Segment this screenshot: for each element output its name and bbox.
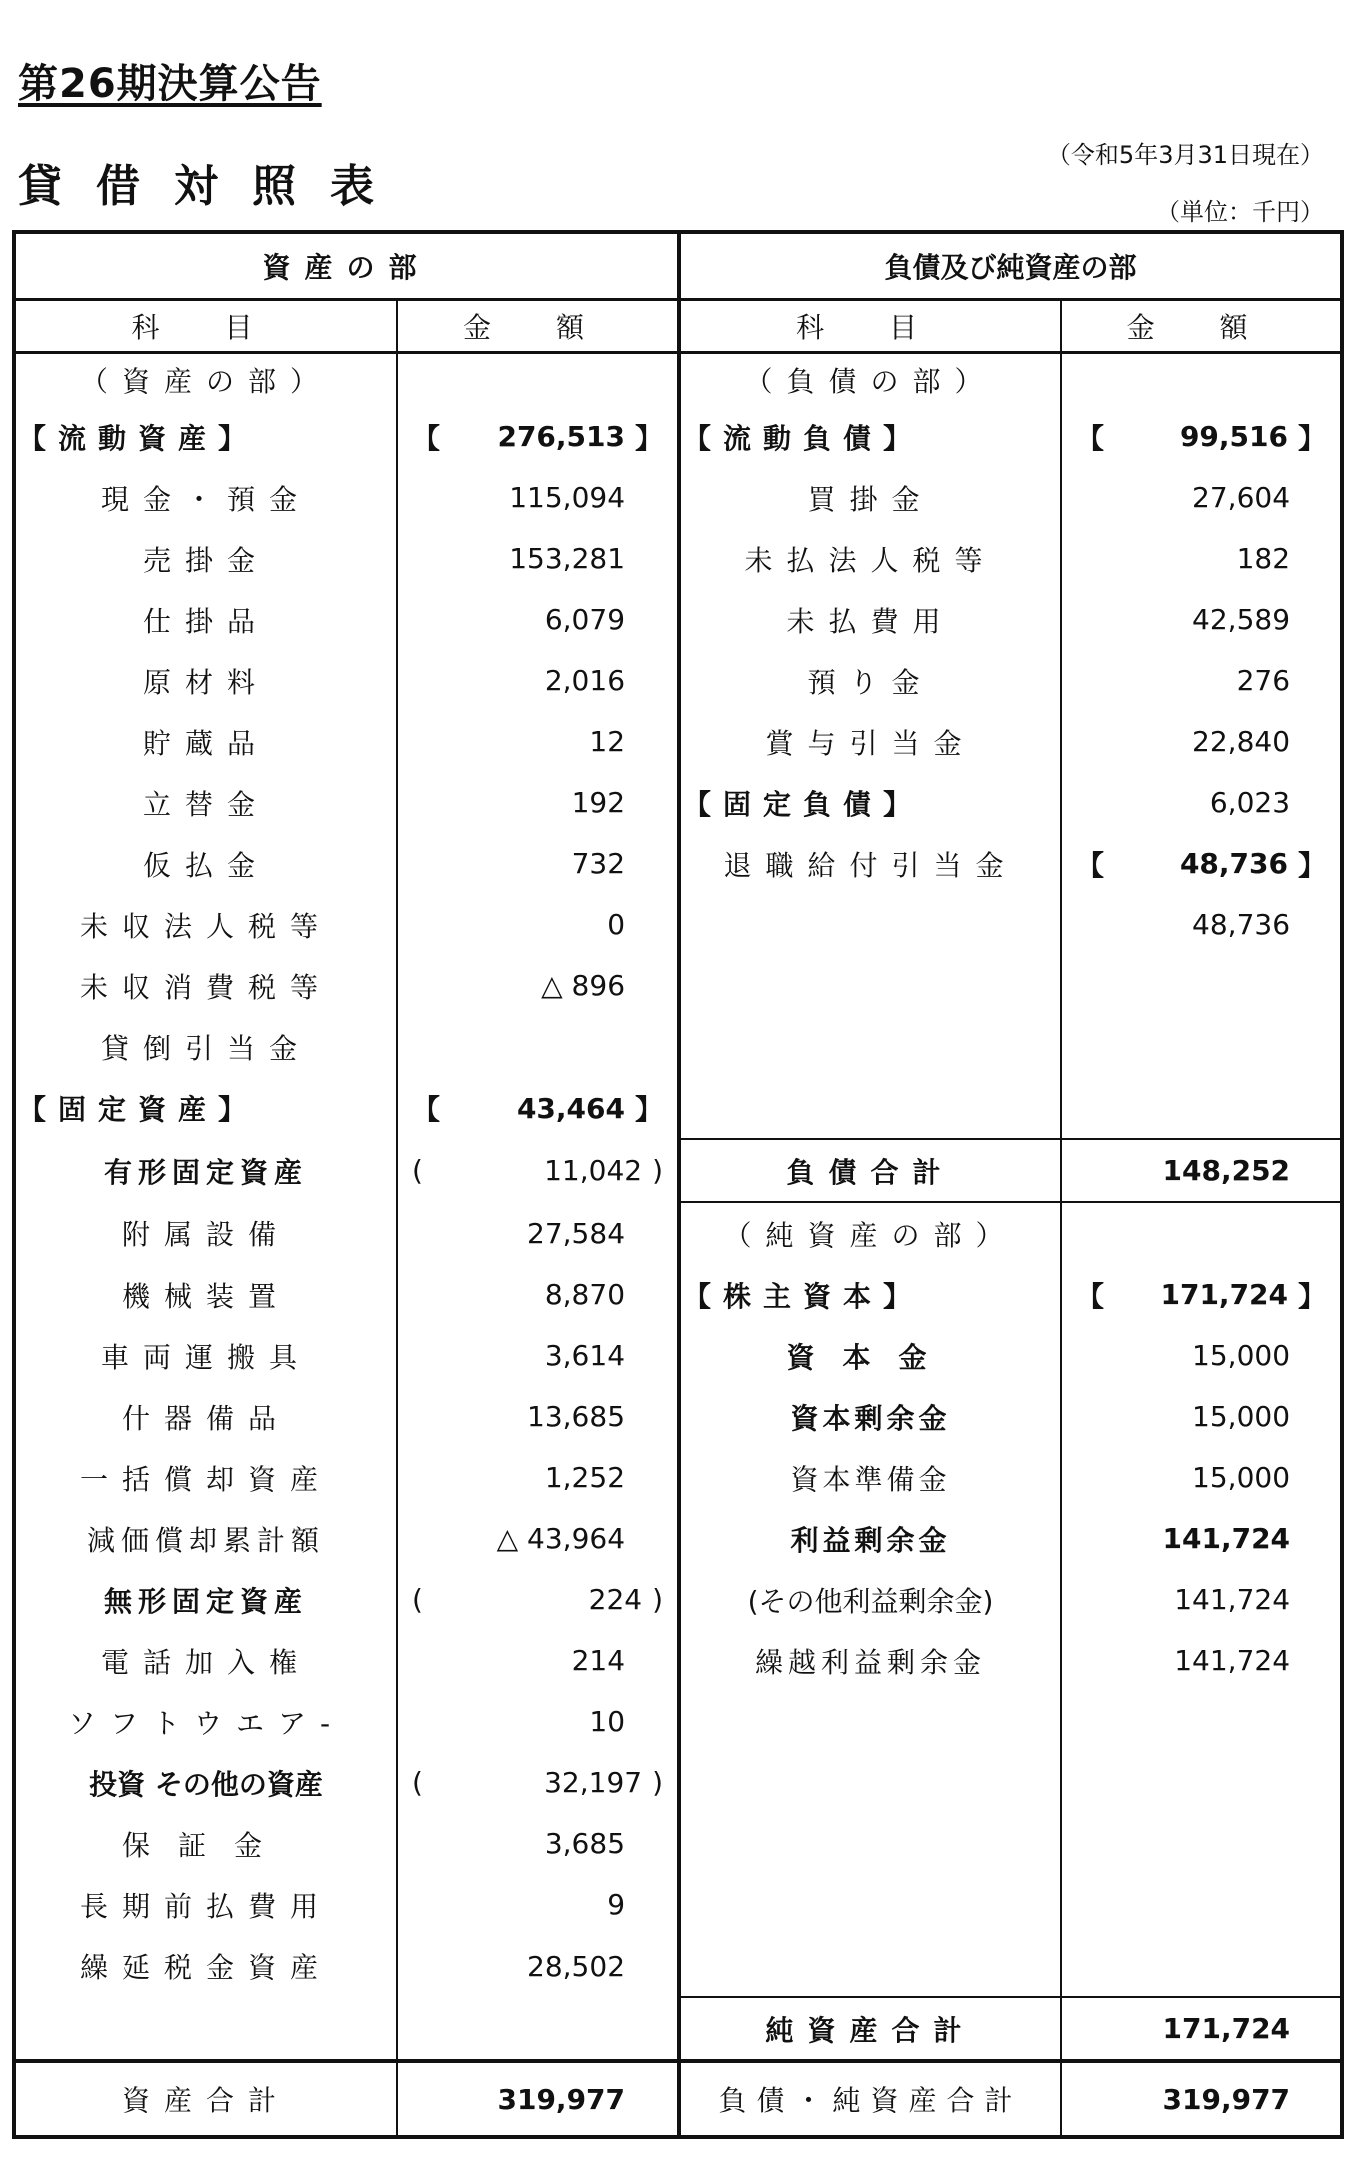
- liabilities-total-value: 148,252: [1061, 1139, 1342, 1202]
- empty-cell: [679, 955, 1061, 1016]
- item-label: ソフトウエア-: [14, 1691, 397, 1752]
- empty-cell: [1061, 1874, 1342, 1935]
- table-row: [14, 1997, 1342, 2061]
- table-row: [14, 1630, 1342, 1691]
- table-row: [14, 353, 1342, 407]
- category-label: 【流動資産】: [14, 406, 397, 467]
- balance-sheet-table: [12, 230, 1344, 2139]
- item-label: 資本金: [679, 1325, 1061, 1386]
- col-subject-right: 科 目: [679, 300, 1061, 353]
- table-row: [14, 589, 1342, 650]
- table-row: [14, 650, 1342, 711]
- item-label: 資本剰余金: [679, 1386, 1061, 1447]
- subcategory-label: 有形固定資産: [14, 1139, 397, 1202]
- item-label: 退職給付引当金: [679, 833, 1061, 894]
- amount-value: 27,604: [1192, 481, 1291, 514]
- liabilities-total-label: 負債合計: [679, 1139, 1061, 1202]
- section-label: （負債の部）: [679, 353, 1061, 407]
- table-row: [14, 528, 1342, 589]
- document-subtitle: 貸借対照表: [18, 161, 408, 212]
- column-header-row: [14, 300, 1342, 353]
- item-label: 車両運搬具: [14, 1325, 397, 1386]
- amount-value: 15,000: [1192, 1400, 1291, 1433]
- empty-cell: [679, 1691, 1061, 1752]
- table-row: [14, 1325, 1342, 1386]
- col-amount-right: 金 額: [1061, 300, 1342, 353]
- item-label: 利益剰余金: [679, 1508, 1061, 1569]
- amount-value: 9: [397, 1874, 679, 1935]
- table-row: [14, 1691, 1342, 1752]
- item-label: 長期前払費用: [14, 1874, 397, 1935]
- item-label: 売掛金: [14, 528, 397, 589]
- amount-value: 0: [397, 894, 679, 955]
- empty-cell: [1061, 1691, 1342, 1752]
- net-assets-total-value: 171,724: [1061, 1997, 1342, 2061]
- item-label: 仕掛品: [14, 589, 397, 650]
- amount-cell: [397, 353, 679, 407]
- item-label: 機械装置: [14, 1264, 397, 1325]
- as-of-date: （令和5年3月31日現在）: [1046, 141, 1324, 169]
- assets-section-header: 資産の部: [14, 232, 679, 300]
- table-row: [14, 1508, 1342, 1569]
- amount-value: 141,724: [1174, 1583, 1291, 1616]
- assets-total-value: 319,977: [397, 2061, 679, 2137]
- amount-value: 153,281: [397, 528, 679, 589]
- item-label: 預り金: [679, 650, 1061, 711]
- amount-value: △ 896: [397, 955, 679, 1016]
- amount-value: 276: [1236, 664, 1291, 697]
- amount-cell: [1061, 1202, 1342, 1264]
- amount-value: 214: [397, 1630, 679, 1691]
- table-row: 有形固定資産 ( 11,042 ) 負債合計 148,252: [14, 1139, 1342, 1202]
- item-label: 買掛金: [679, 467, 1061, 528]
- item-label: 未払法人税等: [679, 528, 1061, 589]
- amount-value: 48,736: [1179, 847, 1289, 880]
- table-row: [14, 894, 1342, 955]
- unit-label: （単位：千円）: [1156, 198, 1324, 226]
- item-label: 什器備品: [14, 1386, 397, 1447]
- table-row: [14, 1813, 1342, 1874]
- amount-value: 2,016: [397, 650, 679, 711]
- empty-cell: [679, 1874, 1061, 1935]
- amount-value: 99,516: [1179, 420, 1289, 453]
- empty-cell: [1061, 1935, 1342, 1997]
- amount-cell: [1061, 353, 1342, 407]
- net-assets-total-label: 純資産合計: [679, 1997, 1061, 2061]
- assets-total-label: 資産合計: [14, 2061, 397, 2137]
- liabilities-section-header: 負債及び純資産の部: [679, 232, 1342, 300]
- amount-value: 182: [1236, 542, 1291, 575]
- item-label: 繰越利益剰余金: [679, 1630, 1061, 1691]
- amount-value: 22,840: [1192, 725, 1291, 758]
- item-label: 資本準備金: [679, 1447, 1061, 1508]
- item-label: 貯蔵品: [14, 711, 397, 772]
- amount-value: 171,724: [1160, 1278, 1289, 1311]
- page-title: 第26期決算公告: [18, 61, 322, 107]
- amount-value: 15,000: [1192, 1339, 1291, 1372]
- item-label: 仮払金: [14, 833, 397, 894]
- item-label: (その他利益剰余金): [679, 1569, 1061, 1630]
- empty-cell: [397, 1997, 679, 2061]
- category-label: 【株主資本】: [679, 1264, 1061, 1325]
- amount-value: 6,023: [1209, 786, 1291, 819]
- amount-value: △ 43,964: [397, 1508, 679, 1569]
- col-amount-left: 金 額: [397, 300, 679, 353]
- item-label: 減価償却累計額: [14, 1508, 397, 1569]
- table-row: 投資 その他の資産 ( 32,197 ): [14, 1752, 1342, 1813]
- table-row: 【固定資産】 【 43,464 】: [14, 1077, 1342, 1139]
- col-subject-left: 科 目: [14, 300, 397, 353]
- table-header-row: [14, 232, 1342, 300]
- amount-value: 13,685: [397, 1386, 679, 1447]
- item-label: 賞与引当金: [679, 711, 1061, 772]
- empty-cell: [1061, 1016, 1342, 1077]
- empty-cell: [1061, 1813, 1342, 1874]
- amount-value: 8,870: [397, 1264, 679, 1325]
- amount-value: 6,079: [397, 589, 679, 650]
- amount-value: 32,197: [544, 1766, 643, 1799]
- item-label: 保証金: [14, 1813, 397, 1874]
- liabilities-net-assets-total-value: 319,977: [1061, 2061, 1342, 2137]
- item-label: 未収消費税等: [14, 955, 397, 1016]
- empty-cell: [14, 1997, 397, 2061]
- table-row: [14, 1447, 1342, 1508]
- item-label: 立替金: [14, 772, 397, 833]
- table-row: [14, 1935, 1342, 1997]
- section-label: （資産の部）: [14, 353, 397, 407]
- amount-value: 141,724: [1174, 1644, 1291, 1677]
- amount-value: 3,614: [397, 1325, 679, 1386]
- amount-value: 42,589: [1192, 603, 1291, 636]
- category-label: 【固定資産】: [14, 1077, 397, 1139]
- amount-value: 11,042: [544, 1154, 643, 1187]
- empty-cell: [679, 1016, 1061, 1077]
- table-row: [14, 772, 1342, 833]
- amount-value: 10: [397, 1691, 679, 1752]
- grand-total-row: [14, 2061, 1342, 2137]
- amount-value: 141,724: [1162, 1522, 1291, 1555]
- item-label: 繰延税金資産: [14, 1935, 397, 1997]
- table-row: [14, 711, 1342, 772]
- amount-value: 224: [588, 1583, 643, 1616]
- item-label: 現金・預金: [14, 467, 397, 528]
- empty-cell: [1061, 1752, 1342, 1813]
- table-row: 無形固定資産 ( 224 ) (その他利益剰余金) 141,724: [14, 1569, 1342, 1630]
- empty-cell: [679, 1077, 1061, 1139]
- amount-value: 3,685: [397, 1813, 679, 1874]
- amount-value: 43,464: [516, 1091, 625, 1125]
- amount-value: 732: [397, 833, 679, 894]
- amount-value: 12: [397, 711, 679, 772]
- item-label: 貸倒引当金: [14, 1016, 397, 1077]
- amount-value: 192: [397, 772, 679, 833]
- amount-value: 115,094: [397, 467, 679, 528]
- item-label: [679, 894, 1061, 955]
- table-row: [14, 1874, 1342, 1935]
- amount-value: 1,252: [397, 1447, 679, 1508]
- table-row: [14, 1016, 1342, 1077]
- table-row: 【流動資産】 【 276,513 】 【流動負債】 【 99,516 】: [14, 406, 1342, 467]
- table-row: [14, 955, 1342, 1016]
- amount-value: 28,502: [397, 1935, 679, 1997]
- category-label: 【固定負債】: [679, 772, 1061, 833]
- empty-cell: [679, 1752, 1061, 1813]
- liabilities-net-assets-total-label: 負債・純資産合計: [679, 2061, 1061, 2137]
- section-label: （純資産の部）: [679, 1202, 1061, 1264]
- item-label: 未収法人税等: [14, 894, 397, 955]
- table-row: [14, 1386, 1342, 1447]
- item-label: 附属設備: [14, 1202, 397, 1264]
- category-label: 【流動負債】: [679, 406, 1061, 467]
- empty-cell: [679, 1935, 1061, 1997]
- amount-value: 48,736: [1192, 908, 1291, 941]
- amount-cell: [397, 1016, 679, 1077]
- item-label: 原材料: [14, 650, 397, 711]
- item-label: 一括償却資産: [14, 1447, 397, 1508]
- empty-cell: [1061, 955, 1342, 1016]
- table-row: 仮払金 732 退職給付引当金 【 48,736 】: [14, 833, 1342, 894]
- item-label: 未払費用: [679, 589, 1061, 650]
- amount-value: 27,584: [397, 1202, 679, 1264]
- subcategory-label: 投資 その他の資産: [14, 1752, 397, 1813]
- empty-cell: [679, 1813, 1061, 1874]
- subcategory-label: 無形固定資産: [14, 1569, 397, 1630]
- item-label: 電話加入権: [14, 1630, 397, 1691]
- amount-value: 276,513: [497, 420, 625, 453]
- table-row: 機械装置 8,870 【株主資本】 【 171,724 】: [14, 1264, 1342, 1325]
- table-row: [14, 1202, 1342, 1264]
- amount-value: 15,000: [1192, 1461, 1291, 1494]
- empty-cell: [1061, 1077, 1342, 1139]
- table-row: [14, 467, 1342, 528]
